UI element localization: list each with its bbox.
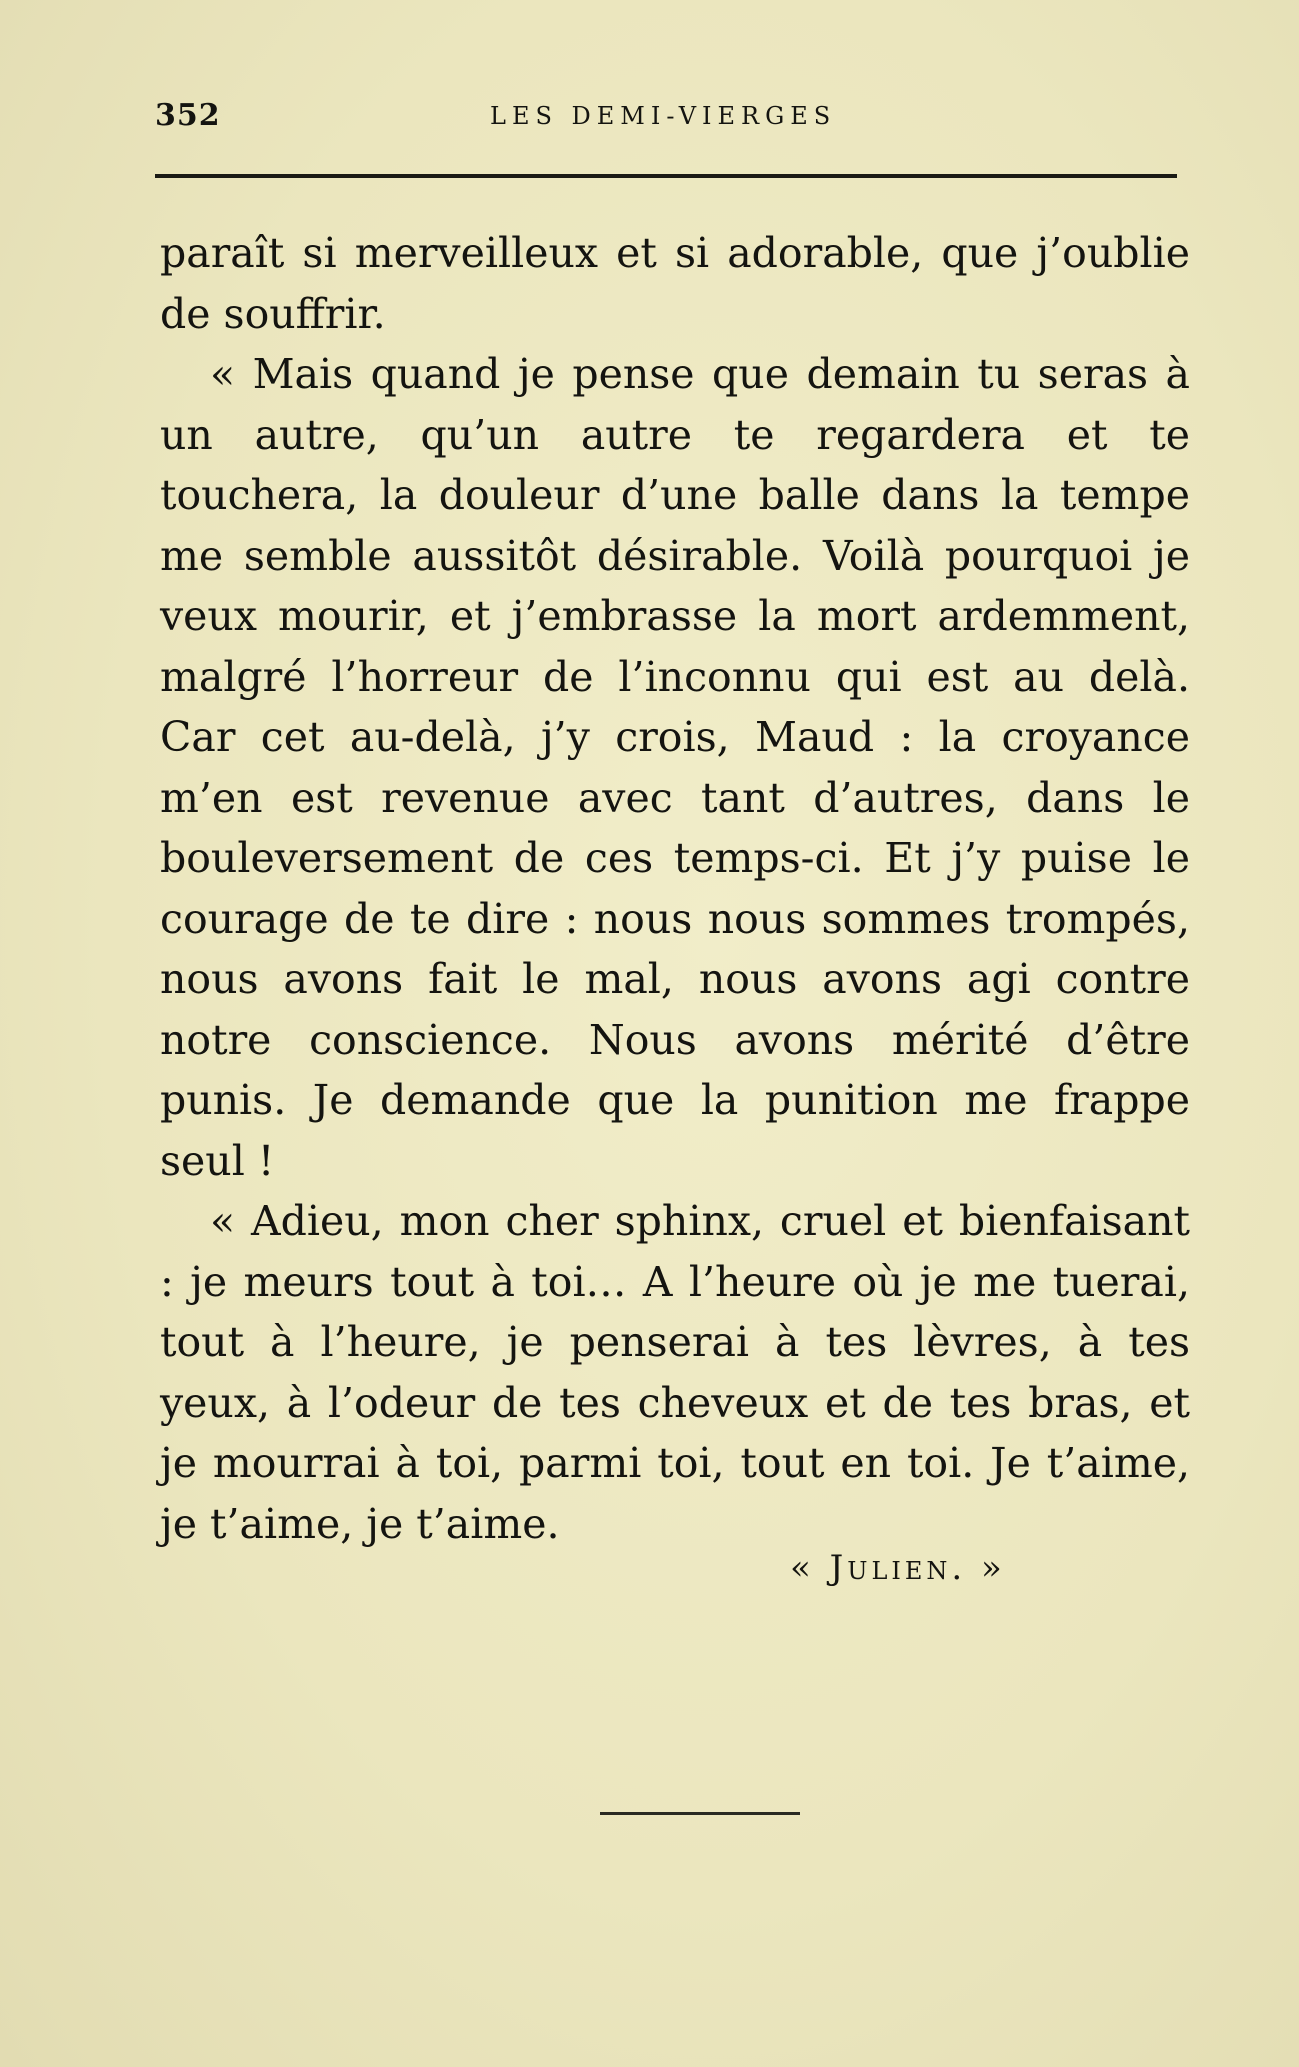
signature: « Julien. » [790,1548,1006,1588]
paragraph-2: « Mais quand je pense que demain tu seras à un autre, qu’un autre te regardera et te touchera, la douleur d’une balle dans la tempe me semble aussitôt désirable. Voilà pourquoi je veux mourir, et j’embrasse la mort ardemment, malgré l’horreur de l’inconnu qui est au delà. Car cet au-delà, j’y crois, Maud : la croyance m’en est revenue avec tant d’autres, dans le bouleversement de ces temps-ci. Et j’y puise le courage de te dire : nous nous sommes trompés, nous avons fait le mal, nous avons agi contre notre conscience. Nous avons mérité d’être punis. Je demande que la punition me frappe seul ! [160,350,1190,1185]
header-divider [155,174,1177,178]
body-text [160,223,1190,1554]
paragraph-1: paraît si merveilleux et si adorable, que j’oublie de souffrir. [160,229,1190,338]
running-title: LES DEMI-VIERGES [490,102,837,130]
page-number: 352 [155,98,221,133]
running-head [155,98,1180,138]
paragraph-3: « Adieu, mon cher sphinx, cruel et bienfaisant : je meurs tout à toi… A l’heure où je me tuerai, tout à l’heure, je penserai à tes lèvres, à tes yeux, à l’odeur de tes cheveux et de tes bras, et je mourrai à toi, parmi toi, tout en toi. Je t’aime, je t’aime, je t’aime. [160,1197,1190,1548]
end-divider [600,1812,800,1815]
